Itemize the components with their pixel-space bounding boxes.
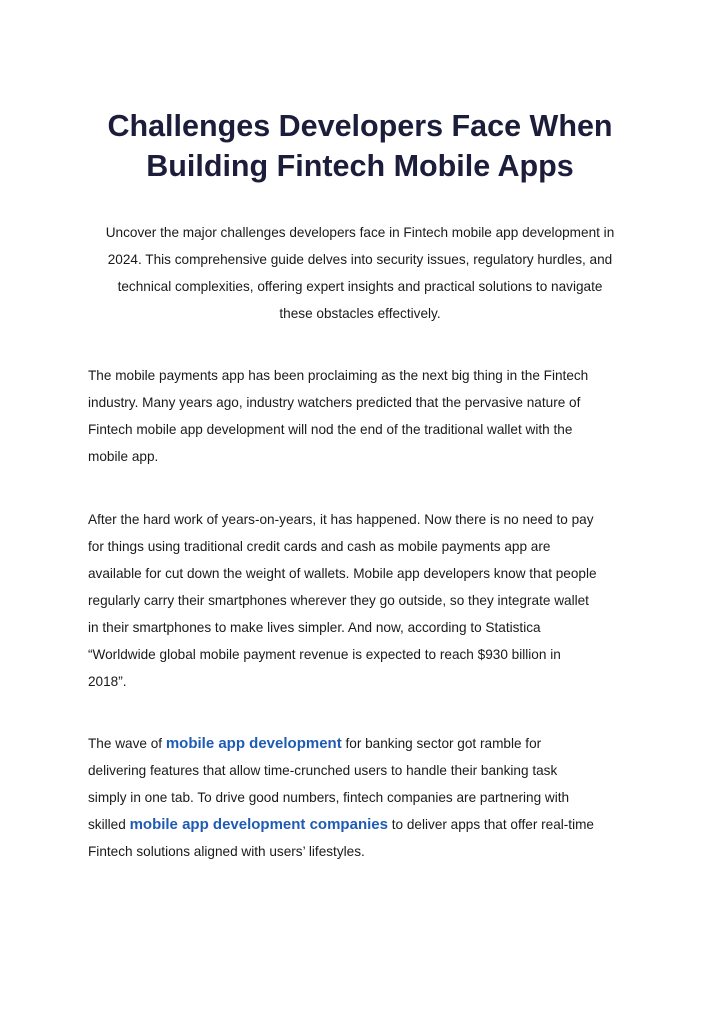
title-line: Challenges Developers Face When: [107, 109, 613, 143]
intro-line: Uncover the major challenges developers face in Fintech mobile app development in: [105, 225, 615, 240]
page-title: [60, 106, 660, 186]
paragraph-line: Fintech mobile app development will nod the end of the traditional wallet with the: [88, 422, 573, 437]
text-fragment: skilled: [88, 817, 130, 832]
paragraph-line: 2018”.: [88, 674, 127, 689]
text-fragment: The wave of: [88, 736, 166, 751]
paragraph-banking-wave: [88, 730, 648, 865]
intro-line: technical complexities, offering expert insights and practical solutions to navigate: [117, 279, 603, 294]
paragraph-line: “Worldwide global mobile payment revenue is expected to reach $930 billion in: [88, 647, 561, 662]
text-fragment: for banking sector got ramble for: [341, 736, 542, 751]
intro-summary: [78, 219, 642, 327]
intro-line: 2024. This comprehensive guide delves into security issues, regulatory hurdles, and: [107, 252, 613, 267]
mobile-app-development-link[interactable]: mobile app development: [165, 735, 342, 752]
paragraph-line: [88, 730, 648, 757]
paragraph-line: in their smartphones to make lives simpler. And now, according to Statistica: [88, 620, 541, 635]
paragraph-line: regularly carry their smartphones wherever they go outside, so they integrate wallet: [88, 593, 589, 608]
paragraph-line: Fintech solutions aligned with users’ lifestyles.: [88, 844, 365, 859]
paragraph-line: [88, 811, 648, 838]
paragraph-line: delivering features that allow time-crunched users to handle their banking task: [88, 763, 558, 778]
paragraph-line: industry. Many years ago, industry watchers predicted that the pervasive nature of: [88, 395, 581, 410]
paragraph-line: The mobile payments app has been proclaiming as the next big thing in the Fintech: [88, 368, 589, 383]
paragraph-mobile-payments: [88, 362, 648, 470]
paragraph-hard-work: [88, 506, 648, 695]
mobile-app-development-companies-link[interactable]: mobile app development companies: [129, 816, 388, 833]
paragraph-line: After the hard work of years-on-years, it has happened. Now there is no need to pay: [88, 512, 594, 527]
paragraph-line: simply in one tab. To drive good numbers, fintech companies are partnering with: [88, 790, 570, 805]
paragraph-line: mobile app.: [88, 449, 159, 464]
paragraph-line: for things using traditional credit cards and cash as mobile payments app are: [88, 539, 551, 554]
paragraph-line: available for cut down the weight of wallets. Mobile app developers know that people: [88, 566, 597, 581]
title-line: Building Fintech Mobile Apps: [146, 149, 574, 183]
intro-line: these obstacles effectively.: [279, 306, 441, 321]
text-fragment: to deliver apps that offer real-time: [387, 817, 594, 832]
